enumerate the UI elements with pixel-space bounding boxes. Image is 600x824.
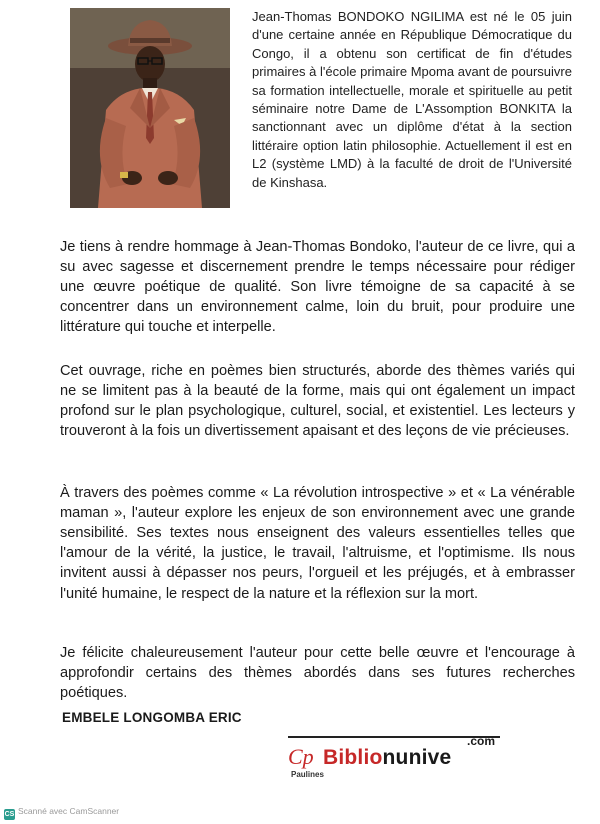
author-photo [70,8,230,208]
foreword-paragraph-4: Je félicite chaleureusement l'auteur pour cette belle œuvre et l'encourage à approfondir certains des thèmes abordés dans ses futures recherches poétiques. [60,644,575,701]
scanner-note: Scanné avec CamScanner [18,806,120,816]
foreword-paragraph-2: Cet ouvrage, riche en poèmes bien structurés, aborde des thèmes variés qui ne se limitent pas à la beauté de la forme, mais qui ont également un impact profond sur le plan psychologique, culturel, social, et existentiel. Les lecteurs y trouveront à la fois un divertissement apaisant et des leçons de vie précieuses. [60,362,575,440]
camscanner-icon: CS [4,811,15,818]
author-biography: Jean-Thomas BONDOKO NGILIMA est né le 05 juin d'une certaine année en République Démocratique du Congo, il a obtenu son certificat de fin d'études primaires à l'école primaire Mpoma avant de poursuivre sa formation intellectuelle, morale et spirituelle au petit séminaire notre Dame de L'Assomption BONKITA la sanctionnant avec un diplôme d'état à la section littéraire option latin philosophie. Actuellement il est en L2 (système LMD) à la faculté de droit de l'Université de Kinshasa. [252,9,572,190]
publisher-name: Paulines [291,770,324,779]
signature: EMBELE LONGOMBA ERIC [62,710,242,725]
publisher-brand [323,746,451,770]
brand-part-1: Biblio [323,746,383,769]
publisher-logo-block [287,734,507,784]
scanner-watermark [4,806,119,820]
brand-part-2: nunive [382,746,452,769]
author-portrait-image [70,8,230,208]
foreword-paragraph-3: À travers des poèmes comme « La révolution introspective » et « La vénérable maman », l'auteur explore les enjeux de son environnement avec une grande sensibilité. Ses textes nous enseignent des valeurs essentielles telles que l'amour de la vérité, la justice, le travail, l'altruisme, et l'optimisme. Ils nous invitent aussi à dépasser nos peurs, l'orgueil et les préjugés, et à embrasser l'unité humaine, le respect de la nature et la réflexion sur la mort. [60,484,575,602]
brand-domain: .com [467,734,496,748]
publisher-logo-mark: Cp [288,744,314,769]
publisher-logo-icon [287,742,317,772]
foreword-paragraph-1: Je tiens à rendre hommage à Jean-Thomas Bondoko, l'auteur de ce livre, qui a su avec sagesse et discernement prendre le temps nécessaire pour rédiger une œuvre poétique de qualité. Son livre témoigne de sa capacité à se concentrer dans un environnement calme, loin du bruit, pour produire une littérature qui touche et interpelle. [60,238,575,336]
